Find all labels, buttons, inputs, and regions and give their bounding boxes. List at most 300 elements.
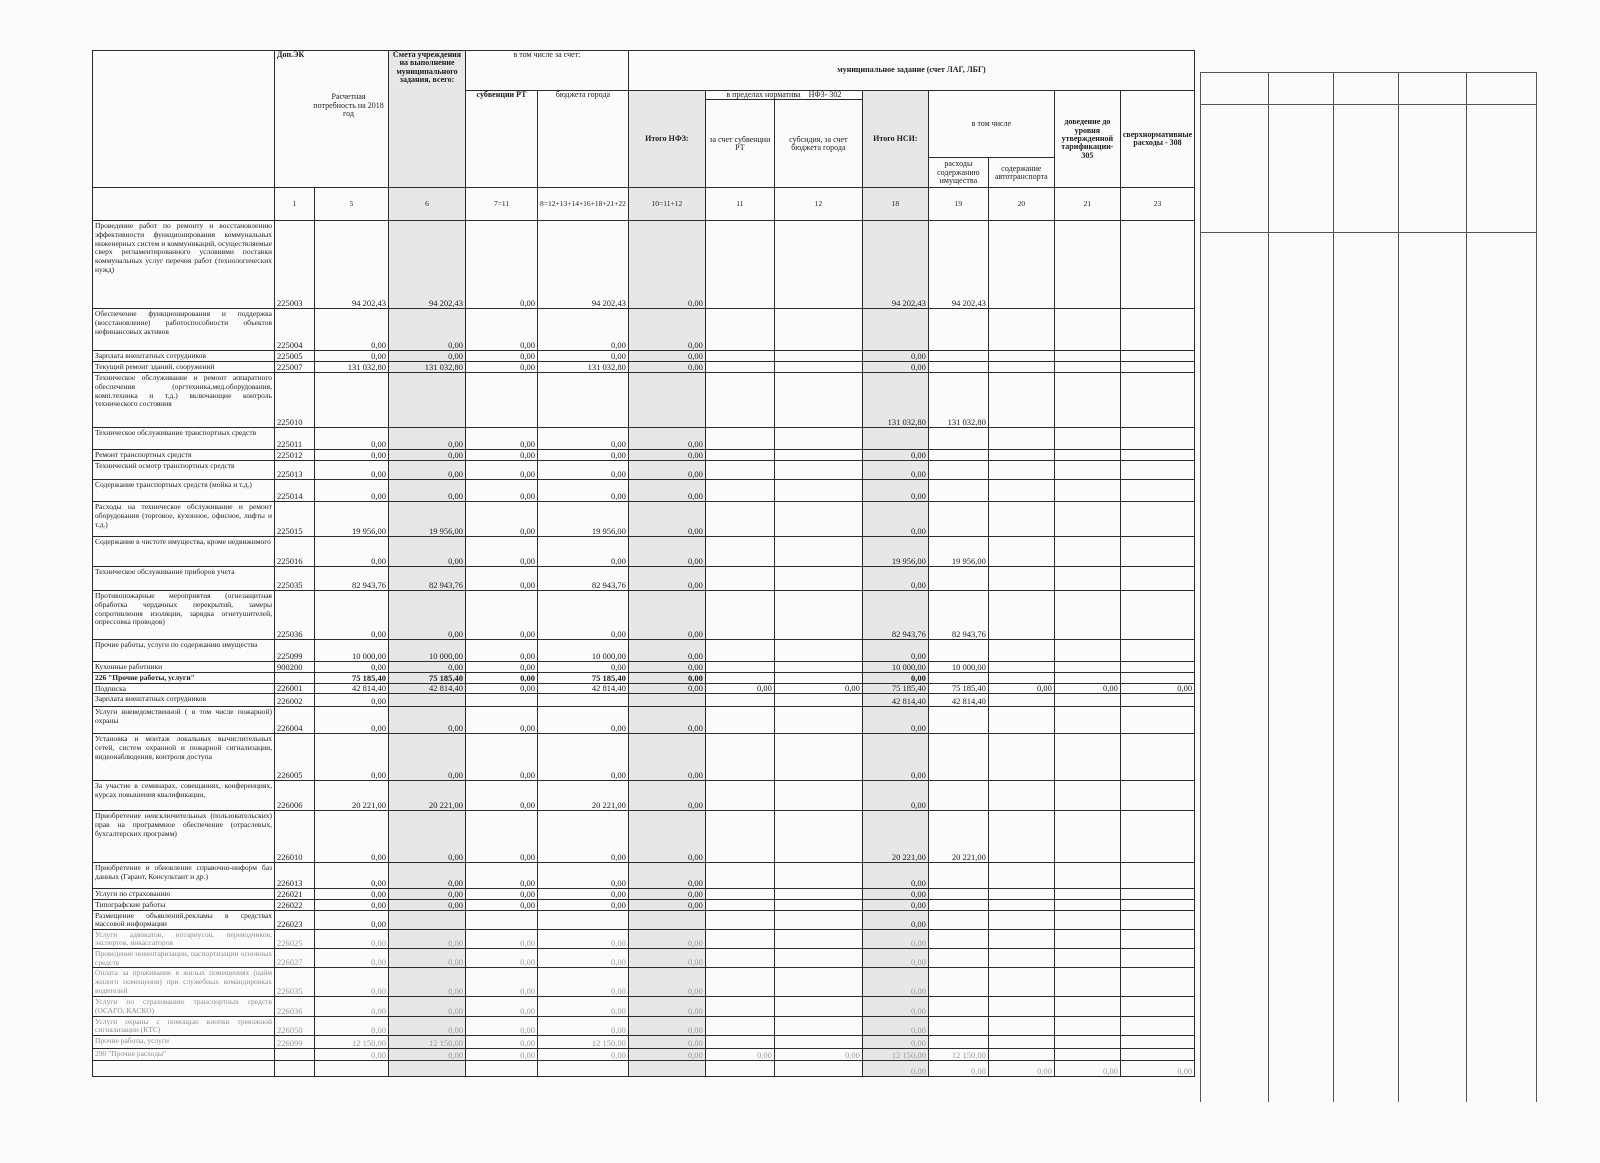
cell-v19 [928, 309, 988, 351]
cell-v20 [988, 1035, 1054, 1048]
cell-v18: 0,00 [862, 929, 928, 948]
cell-v5: 0,00 [315, 450, 389, 461]
cell-v23: 0,00 [1120, 1060, 1194, 1076]
row-code: 225005 [275, 351, 315, 362]
cell-v11 [705, 910, 774, 929]
header-sverhnormativnye: сверхнормативные расходы - 308 [1120, 91, 1194, 188]
cell-v11 [705, 480, 774, 502]
cell-v18: 0,00 [862, 450, 928, 461]
cell-v7: 0,00 [466, 997, 538, 1016]
cell-v5: 0,00 [315, 480, 389, 502]
cell-v11 [705, 309, 774, 351]
cell-v8: 0,00 [538, 309, 629, 351]
cell-v21 [1054, 811, 1120, 863]
table-body [93, 221, 1195, 1076]
row-name: Типографские работы [93, 899, 275, 910]
cell-v5: 0,00 [315, 428, 389, 450]
cell-v10: 0,00 [628, 997, 705, 1016]
cell-v7: 0,00 [466, 480, 538, 502]
table-row [93, 673, 1195, 684]
cell-v19: 94 202,43 [928, 221, 988, 309]
cell-v21 [1054, 428, 1120, 450]
cell-v11 [705, 461, 774, 480]
cell-v8: 0,00 [538, 461, 629, 480]
row-name: Содержание в чистоте имущества, кроме недвижимого [93, 537, 275, 567]
cell-v23 [1120, 1035, 1194, 1048]
cell-v20 [988, 997, 1054, 1016]
header-itogo-nfz: Итого НФЗ: [628, 91, 705, 188]
cell-v21 [1054, 968, 1120, 997]
cell-v23 [1120, 929, 1194, 948]
cell-v12 [774, 734, 862, 781]
cell-v5: 0,00 [315, 929, 389, 948]
row-code: 226023 [275, 910, 315, 929]
cell-v7 [466, 1060, 538, 1076]
cell-v8: 75 185,40 [538, 673, 629, 684]
cell-v12 [774, 811, 862, 863]
col-index-cell: 21 [1054, 188, 1120, 221]
grid-line [1200, 104, 1536, 105]
cell-v10: 0,00 [628, 537, 705, 567]
cell-v7: 0,00 [466, 1048, 538, 1060]
cell-v18: 0,00 [862, 781, 928, 811]
table-row [93, 734, 1195, 781]
cell-v7 [466, 910, 538, 929]
col-index-cell: 10=11+12 [628, 188, 705, 221]
table-row [93, 1016, 1195, 1035]
cell-v8: 82 943,76 [538, 567, 629, 591]
dop-ek-label: Доп.ЭК [277, 50, 305, 59]
row-code: 226002 [275, 694, 315, 707]
cell-v21: 0,00 [1054, 1060, 1120, 1076]
row-name: Приобретение и обновление справочно-информ баз данных (Гарант, Консультант и др.) [93, 863, 275, 889]
cell-v12 [774, 910, 862, 929]
v-predelah-label: в пределах норматива [726, 90, 801, 99]
cell-v7: 0,00 [466, 567, 538, 591]
row-code: 226099 [275, 1035, 315, 1048]
row-name [93, 1060, 275, 1076]
cell-v7: 0,00 [466, 707, 538, 734]
cell-v21 [1054, 929, 1120, 948]
cell-v8: 0,00 [538, 450, 629, 461]
cell-v10: 0,00 [628, 502, 705, 537]
cell-v7: 0,00 [466, 662, 538, 673]
cell-v21 [1054, 673, 1120, 684]
table-row [93, 1048, 1195, 1060]
cell-v6: 0,00 [389, 461, 466, 480]
cell-v18: 10 000,00 [862, 662, 928, 673]
cell-v11 [705, 1035, 774, 1048]
cell-v5: 0,00 [315, 968, 389, 997]
cell-v20 [988, 899, 1054, 910]
cell-v20 [988, 640, 1054, 662]
cell-v19 [928, 949, 988, 968]
cell-v20 [988, 428, 1054, 450]
col-index-cell: 7=11 [466, 188, 538, 221]
cell-v19 [928, 1016, 988, 1035]
cell-v19: 82 943,76 [928, 591, 988, 640]
cell-v8: 0,00 [538, 1048, 629, 1060]
table-row [93, 640, 1195, 662]
cell-v12 [774, 362, 862, 373]
cell-v21 [1054, 362, 1120, 373]
cell-v18: 0,00 [862, 949, 928, 968]
cell-v21 [1054, 949, 1120, 968]
cell-v5: 0,00 [315, 351, 389, 362]
cell-v18: 0,00 [862, 1060, 928, 1076]
cell-v11 [705, 567, 774, 591]
cell-v23 [1120, 734, 1194, 781]
cell-v6: 0,00 [389, 591, 466, 640]
cell-v11 [705, 1016, 774, 1035]
cell-v19 [928, 502, 988, 537]
cell-v10: 0,00 [628, 811, 705, 863]
col-index-cell: 1 [275, 188, 315, 221]
cell-v12 [774, 899, 862, 910]
table-row [93, 910, 1195, 929]
cell-v6: 0,00 [389, 811, 466, 863]
cell-v23 [1120, 662, 1194, 673]
cell-v11 [705, 811, 774, 863]
cell-v5: 0,00 [315, 461, 389, 480]
cell-v7: 0,00 [466, 968, 538, 997]
cell-v23 [1120, 502, 1194, 537]
row-code: 226006 [275, 781, 315, 811]
cell-v11 [705, 673, 774, 684]
cell-v18: 0,00 [862, 863, 928, 889]
cell-v12 [774, 351, 862, 362]
cell-v20 [988, 707, 1054, 734]
cell-v10: 0,00 [628, 968, 705, 997]
cell-v5: 0,00 [315, 997, 389, 1016]
cell-v5: 0,00 [315, 662, 389, 673]
cell-v11 [705, 949, 774, 968]
row-name: Прочие работы, услуги по содержанию имущества [93, 640, 275, 662]
cell-v11 [705, 781, 774, 811]
cell-v10: 0,00 [628, 662, 705, 673]
col-index-cell: 19 [928, 188, 988, 221]
row-code: 226050 [275, 1016, 315, 1035]
row-name: Ремонт транспортных средств [93, 450, 275, 461]
row-name: Размещение объявлений,рекламы в средствах массовой информации [93, 910, 275, 929]
cell-v19: 10 000,00 [928, 662, 988, 673]
row-code: 225014 [275, 480, 315, 502]
cell-v20 [988, 694, 1054, 707]
grid-line [1536, 72, 1537, 1102]
cell-v6: 0,00 [389, 351, 466, 362]
cell-v19 [928, 781, 988, 811]
row-name: Обеспечение функционирования и поддержка (восстановление) работоспособности объектов нефинансовых активов [93, 309, 275, 351]
cell-v5: 0,00 [315, 949, 389, 968]
cell-v18: 20 221,00 [862, 811, 928, 863]
cell-v19 [928, 673, 988, 684]
raschetnaya-label: Расчетная потребность на 2018 год [313, 92, 384, 119]
cell-v19: 42 814,40 [928, 694, 988, 707]
cell-v8: 0,00 [538, 949, 629, 968]
cell-v5: 131 032,80 [315, 362, 389, 373]
col-index-cell: 6 [389, 188, 466, 221]
cell-v19 [928, 899, 988, 910]
cell-v11 [705, 734, 774, 781]
row-name: Проведение работ по ремонту и восстановлению эффективности функционирования коммунальных инженерных систем и коммуникаций, осуществляемые сверх регламентированного условиями поставки коммунальных услуг перечня работ (технологических нужд) [93, 221, 275, 309]
cell-v11 [705, 502, 774, 537]
cell-v10: 0,00 [628, 567, 705, 591]
cell-v5: 42 814,40 [315, 683, 389, 694]
cell-v7: 0,00 [466, 781, 538, 811]
cell-v7: 0,00 [466, 537, 538, 567]
table-row [93, 428, 1195, 450]
row-code: 225099 [275, 640, 315, 662]
cell-v23 [1120, 480, 1194, 502]
cell-v12 [774, 929, 862, 948]
table-row [93, 929, 1195, 948]
cell-v18: 0,00 [862, 673, 928, 684]
cell-v6: 82 943,76 [389, 567, 466, 591]
cell-v8: 10 000,00 [538, 640, 629, 662]
cell-v11 [705, 591, 774, 640]
cell-v5: 94 202,43 [315, 221, 389, 309]
cell-v10: 0,00 [628, 1048, 705, 1060]
cell-v8: 0,00 [538, 929, 629, 948]
header-dovedenie: доведение до уровня утвержденной тарификации- 305 [1054, 91, 1120, 188]
row-code: 225035 [275, 567, 315, 591]
cell-v6: 0,00 [389, 889, 466, 900]
cell-v12 [774, 662, 862, 673]
cell-v18: 82 943,76 [862, 591, 928, 640]
cell-v23 [1120, 1048, 1194, 1060]
cell-v5: 0,00 [315, 1048, 389, 1060]
cell-v6 [389, 694, 466, 707]
cell-v11 [705, 929, 774, 948]
cell-v7: 0,00 [466, 734, 538, 781]
cell-v20 [988, 537, 1054, 567]
cell-v10: 0,00 [628, 863, 705, 889]
cell-v20 [988, 351, 1054, 362]
cell-v7: 0,00 [466, 461, 538, 480]
cell-v6: 94 202,43 [389, 221, 466, 309]
cell-v5: 0,00 [315, 1016, 389, 1035]
cell-v19 [928, 889, 988, 900]
row-code: 226013 [275, 863, 315, 889]
cell-v23 [1120, 968, 1194, 997]
cell-v23 [1120, 461, 1194, 480]
cell-v8 [538, 373, 629, 428]
cell-v8 [538, 910, 629, 929]
cell-v23 [1120, 640, 1194, 662]
cell-v8: 0,00 [538, 351, 629, 362]
row-code: 226005 [275, 734, 315, 781]
cell-v19 [928, 640, 988, 662]
cell-v8: 20 221,00 [538, 781, 629, 811]
cell-v12 [774, 1016, 862, 1035]
cell-v20 [988, 221, 1054, 309]
cell-v23 [1120, 949, 1194, 968]
table-row [93, 662, 1195, 673]
cell-v8: 0,00 [538, 899, 629, 910]
cell-v8: 0,00 [538, 889, 629, 900]
cell-v8: 0,00 [538, 591, 629, 640]
cell-v20 [988, 734, 1054, 781]
cell-v12 [774, 309, 862, 351]
table-row [93, 863, 1195, 889]
cell-v19 [928, 1035, 988, 1048]
cell-v19 [928, 480, 988, 502]
cell-v5: 0,00 [315, 899, 389, 910]
cell-v7: 0,00 [466, 502, 538, 537]
row-code: 900200 [275, 662, 315, 673]
cell-v12 [774, 450, 862, 461]
cell-v7: 0,00 [466, 863, 538, 889]
cell-v23 [1120, 309, 1194, 351]
cell-v23 [1120, 997, 1194, 1016]
cell-v18: 0,00 [862, 734, 928, 781]
cell-v21 [1054, 899, 1120, 910]
row-code: 226001 [275, 683, 315, 694]
cell-v12 [774, 480, 862, 502]
cell-v12 [774, 502, 862, 537]
cell-v23 [1120, 537, 1194, 567]
row-code: 226027 [275, 949, 315, 968]
cell-v20 [988, 1016, 1054, 1035]
table-row [93, 221, 1195, 309]
cell-v11 [705, 863, 774, 889]
cell-v20 [988, 461, 1054, 480]
cell-v11 [705, 968, 774, 997]
cell-v11 [705, 640, 774, 662]
cell-v12 [774, 640, 862, 662]
cell-v11 [705, 362, 774, 373]
cell-v19 [928, 707, 988, 734]
cell-v8: 0,00 [538, 537, 629, 567]
row-name: Текущий ремонт зданий, сооружений [93, 362, 275, 373]
cell-v7: 0,00 [466, 683, 538, 694]
cell-v20 [988, 373, 1054, 428]
cell-v11 [705, 694, 774, 707]
grid-line [1333, 72, 1334, 1102]
row-code: 225004 [275, 309, 315, 351]
cell-v11 [705, 221, 774, 309]
cell-v18: 0,00 [862, 997, 928, 1016]
cell-v20 [988, 910, 1054, 929]
cell-v11 [705, 428, 774, 450]
cell-v6: 131 032,80 [389, 362, 466, 373]
cell-v21 [1054, 910, 1120, 929]
cell-v18: 0,00 [862, 899, 928, 910]
cell-v7: 0,00 [466, 450, 538, 461]
cell-v8: 19 956,00 [538, 502, 629, 537]
cell-v20 [988, 591, 1054, 640]
cell-v10: 0,00 [628, 591, 705, 640]
cell-v5: 10 000,00 [315, 640, 389, 662]
row-name: Кухонные работники [93, 662, 275, 673]
cell-v5: 0,00 [315, 591, 389, 640]
cell-v20: 0,00 [988, 683, 1054, 694]
row-name: Техническое обслуживание транспортных средств [93, 428, 275, 450]
cell-v10: 0,00 [628, 428, 705, 450]
row-name: За участие в семинарах, совещаниях, конференциях, курсах повышения квалификации, [93, 781, 275, 811]
cell-v12 [774, 694, 862, 707]
cell-v6: 19 956,00 [389, 502, 466, 537]
cell-v7: 0,00 [466, 221, 538, 309]
cell-v19 [928, 863, 988, 889]
cell-v21 [1054, 221, 1120, 309]
cell-v19 [928, 929, 988, 948]
cell-v19 [928, 450, 988, 461]
cell-v21 [1054, 373, 1120, 428]
cell-v12 [774, 949, 862, 968]
cell-v6: 0,00 [389, 1016, 466, 1035]
cell-v8: 0,00 [538, 1016, 629, 1035]
table-row [93, 591, 1195, 640]
cell-v23: 0,00 [1120, 683, 1194, 694]
cell-v21 [1054, 351, 1120, 362]
cell-v10 [628, 694, 705, 707]
table-row [93, 362, 1195, 373]
row-code [275, 673, 315, 684]
cell-v7 [466, 694, 538, 707]
cell-v5: 12 150,00 [315, 1035, 389, 1048]
cell-v10: 0,00 [628, 949, 705, 968]
cell-v7: 0,00 [466, 428, 538, 450]
cell-v12 [774, 461, 862, 480]
cell-v18: 0,00 [862, 889, 928, 900]
cell-v7: 0,00 [466, 309, 538, 351]
cell-v19: 12 150,00 [928, 1048, 988, 1060]
column-index-row [93, 188, 1195, 221]
table-row [93, 683, 1195, 694]
col-index-cell: 23 [1120, 188, 1194, 221]
cell-v21 [1054, 461, 1120, 480]
cell-v20: 0,00 [988, 1060, 1054, 1076]
cell-v19: 0,00 [928, 1060, 988, 1076]
cell-v8 [538, 694, 629, 707]
grid-line [1200, 72, 1536, 73]
cell-v21 [1054, 781, 1120, 811]
table-row [93, 968, 1195, 997]
row-code: 225016 [275, 537, 315, 567]
cell-v11 [705, 899, 774, 910]
cell-v18: 0,00 [862, 502, 928, 537]
cell-v5: 0,00 [315, 707, 389, 734]
grid-line [1398, 72, 1399, 1102]
row-name: Противопожарные мероприятия (огнезащитная обработка чердачных перекрытий, замеры сопротивления изоляции, зарядка огнетушителей, опрессовка проводов) [93, 591, 275, 640]
cell-v20 [988, 889, 1054, 900]
cell-v19: 20 221,00 [928, 811, 988, 863]
cell-v21 [1054, 707, 1120, 734]
cell-v21 [1054, 480, 1120, 502]
row-code: 225011 [275, 428, 315, 450]
cell-v18: 19 956,00 [862, 537, 928, 567]
cell-v12 [774, 673, 862, 684]
cell-v6: 0,00 [389, 428, 466, 450]
row-code: 225007 [275, 362, 315, 373]
row-name: Установка и монтаж локальных вычислительных сетей, систем охранной и пожарной сигнализации, видеонаблюдения, контроля доступа [93, 734, 275, 781]
smeta-label: Смета учреждения на выполнение муниципального задания, всего: [392, 50, 462, 85]
cell-v21 [1054, 863, 1120, 889]
cell-v23 [1120, 567, 1194, 591]
cell-v6 [389, 910, 466, 929]
cell-v19 [928, 997, 988, 1016]
cell-v20 [988, 1048, 1054, 1060]
cell-v18: 12 150,00 [862, 1048, 928, 1060]
cell-v8: 0,00 [538, 968, 629, 997]
cell-v10: 0,00 [628, 351, 705, 362]
cell-v19 [928, 734, 988, 781]
nfz-302-label: НФЗ- 302 [808, 90, 842, 99]
cell-v6: 0,00 [389, 450, 466, 461]
row-code [275, 1060, 315, 1076]
row-code: 225015 [275, 502, 315, 537]
